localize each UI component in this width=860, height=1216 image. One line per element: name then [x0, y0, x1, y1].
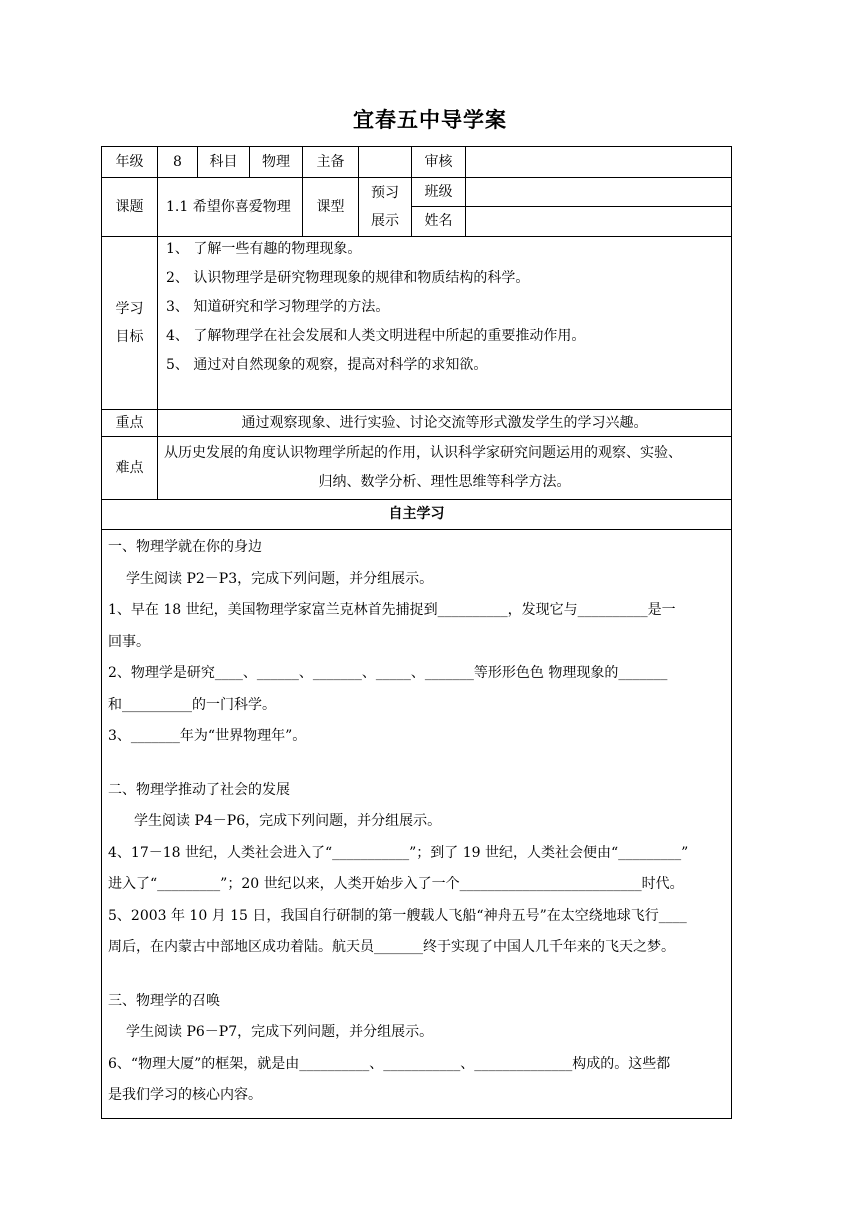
question-4-line-1[interactable]: 4、17－18 世纪，人类社会进入了“___________”；到了 19 世纪，人类社会便由“_________”: [108, 844, 689, 861]
section-3-reading: 学生阅读 P6－P7，完成下列问题，并分组展示。: [126, 1024, 434, 1040]
review-label: 审核: [412, 147, 466, 178]
objective-item: 1、 了解一些有趣的物理现象。: [166, 241, 362, 257]
section-3-title: 三、物理学的召唤: [108, 992, 220, 1009]
preparer-value[interactable]: [359, 147, 412, 178]
key-point-text: 通过观察现象、进行实验、讨论交流等形式激发学生的学习兴趣。: [158, 410, 732, 437]
difficulty-line-2: 归纳、数学分析、理性思维等科学方法。: [318, 474, 571, 490]
type-preview: 预习: [371, 185, 399, 201]
section-2-title: 二、物理学推动了社会的发展: [108, 781, 290, 798]
review-value[interactable]: [466, 147, 732, 178]
type-value[interactable]: [359, 178, 412, 237]
question-6-line-1[interactable]: 6、“物理大厦”的框架，就是由__________、___________、______________构成的。这些都: [108, 1055, 671, 1072]
spacer: [108, 964, 725, 986]
topic-label: 课题: [102, 178, 158, 237]
question-3[interactable]: 3、_______年为“世界物理年”。: [108, 728, 307, 744]
question-1-line-2: 回事。: [108, 633, 150, 650]
section-2-reading: 学生阅读 P4－P6，完成下列问题，并分组展示。: [134, 813, 442, 829]
objective-item: 3、 知道研究和学习物理学的方法。: [166, 299, 390, 315]
key-point-row: [102, 410, 732, 437]
question-5-line-1[interactable]: 5、2003 年 10 月 15 日，我国自行研制的第一艘载人飞船“神舟五号”在太空绕地球飞行____: [108, 907, 687, 924]
difficulty-line-1: 从历史发展的角度认识物理学所起的作用，认识科学家研究问题运用的观察、实验、: [164, 445, 682, 461]
section-1-reading: 学生阅读 P2－P3，完成下列问题，并分组展示。: [126, 570, 434, 587]
objective-item: 5、 通过对自然现象的观察，提高对科学的求知欲。: [166, 357, 488, 373]
type-show: 展示: [371, 213, 399, 229]
question-2-line-1[interactable]: 2、物理学是研究____、______、_______、_____、_______等形形色色 物理现象的_______: [108, 665, 668, 681]
section-1-title: 一、物理学就在你的身边: [108, 539, 262, 555]
name-value[interactable]: [466, 207, 732, 237]
question-2-line-2[interactable]: 和__________的一门科学。: [108, 696, 276, 713]
name-label: 姓名: [412, 207, 466, 237]
difficulty-label: 难点: [102, 437, 158, 500]
self-study-content: [102, 530, 732, 1119]
objectives-label-line-2: 目标: [115, 329, 144, 345]
grade-value[interactable]: 8: [158, 147, 198, 178]
key-point-label: 重点: [102, 410, 158, 437]
objective-item: 4、 了解物理学在社会发展和人类文明进程中所起的重要推动作用。: [166, 328, 586, 344]
header-row-2: [102, 178, 732, 207]
spacer: [108, 753, 725, 775]
self-study-heading: 自主学习: [102, 500, 732, 530]
subject-value[interactable]: 物理: [250, 147, 303, 178]
objective-item: 2、 认识物理学是研究物理现象的规律和物质结构的科学。: [166, 270, 530, 286]
preparer-label: 主备: [303, 147, 359, 178]
self-study-row: [102, 530, 732, 1119]
topic-value[interactable]: 1.1 希望你喜爱物理: [158, 178, 303, 237]
type-label: 课型: [303, 178, 359, 237]
question-1-line-1[interactable]: 1、早在 18 世纪，美国物理学家富兰克林首先捕捉到__________，发现它与__________是一: [108, 602, 676, 618]
page-title: 宜春五中导学案: [353, 107, 507, 132]
objectives-list: [158, 237, 732, 410]
self-study-heading-row: [102, 500, 732, 530]
question-4-line-2[interactable]: 进入了“_________”；20 世纪以来，人类开始步入了一个__________________________时代。: [108, 876, 684, 892]
objectives-row: [102, 237, 732, 410]
question-6-line-2: 是我们学习的核心内容。: [108, 1087, 262, 1103]
difficulty-row: [102, 437, 732, 500]
objectives-label-line-1: 学习: [115, 301, 144, 317]
study-plan-table: [101, 146, 732, 1119]
class-label: 班级: [412, 178, 466, 207]
grade-label: 年级: [102, 147, 158, 178]
objectives-label: [102, 237, 158, 410]
subject-label: 科目: [198, 147, 250, 178]
header-row-1: [102, 147, 732, 178]
class-value[interactable]: [466, 178, 732, 207]
question-5-line-2[interactable]: 周后，在内蒙古中部地区成功着陆。航天员_______终于实现了中国人几千年来的飞天之梦。: [108, 939, 675, 955]
difficulty-text: [158, 437, 732, 500]
